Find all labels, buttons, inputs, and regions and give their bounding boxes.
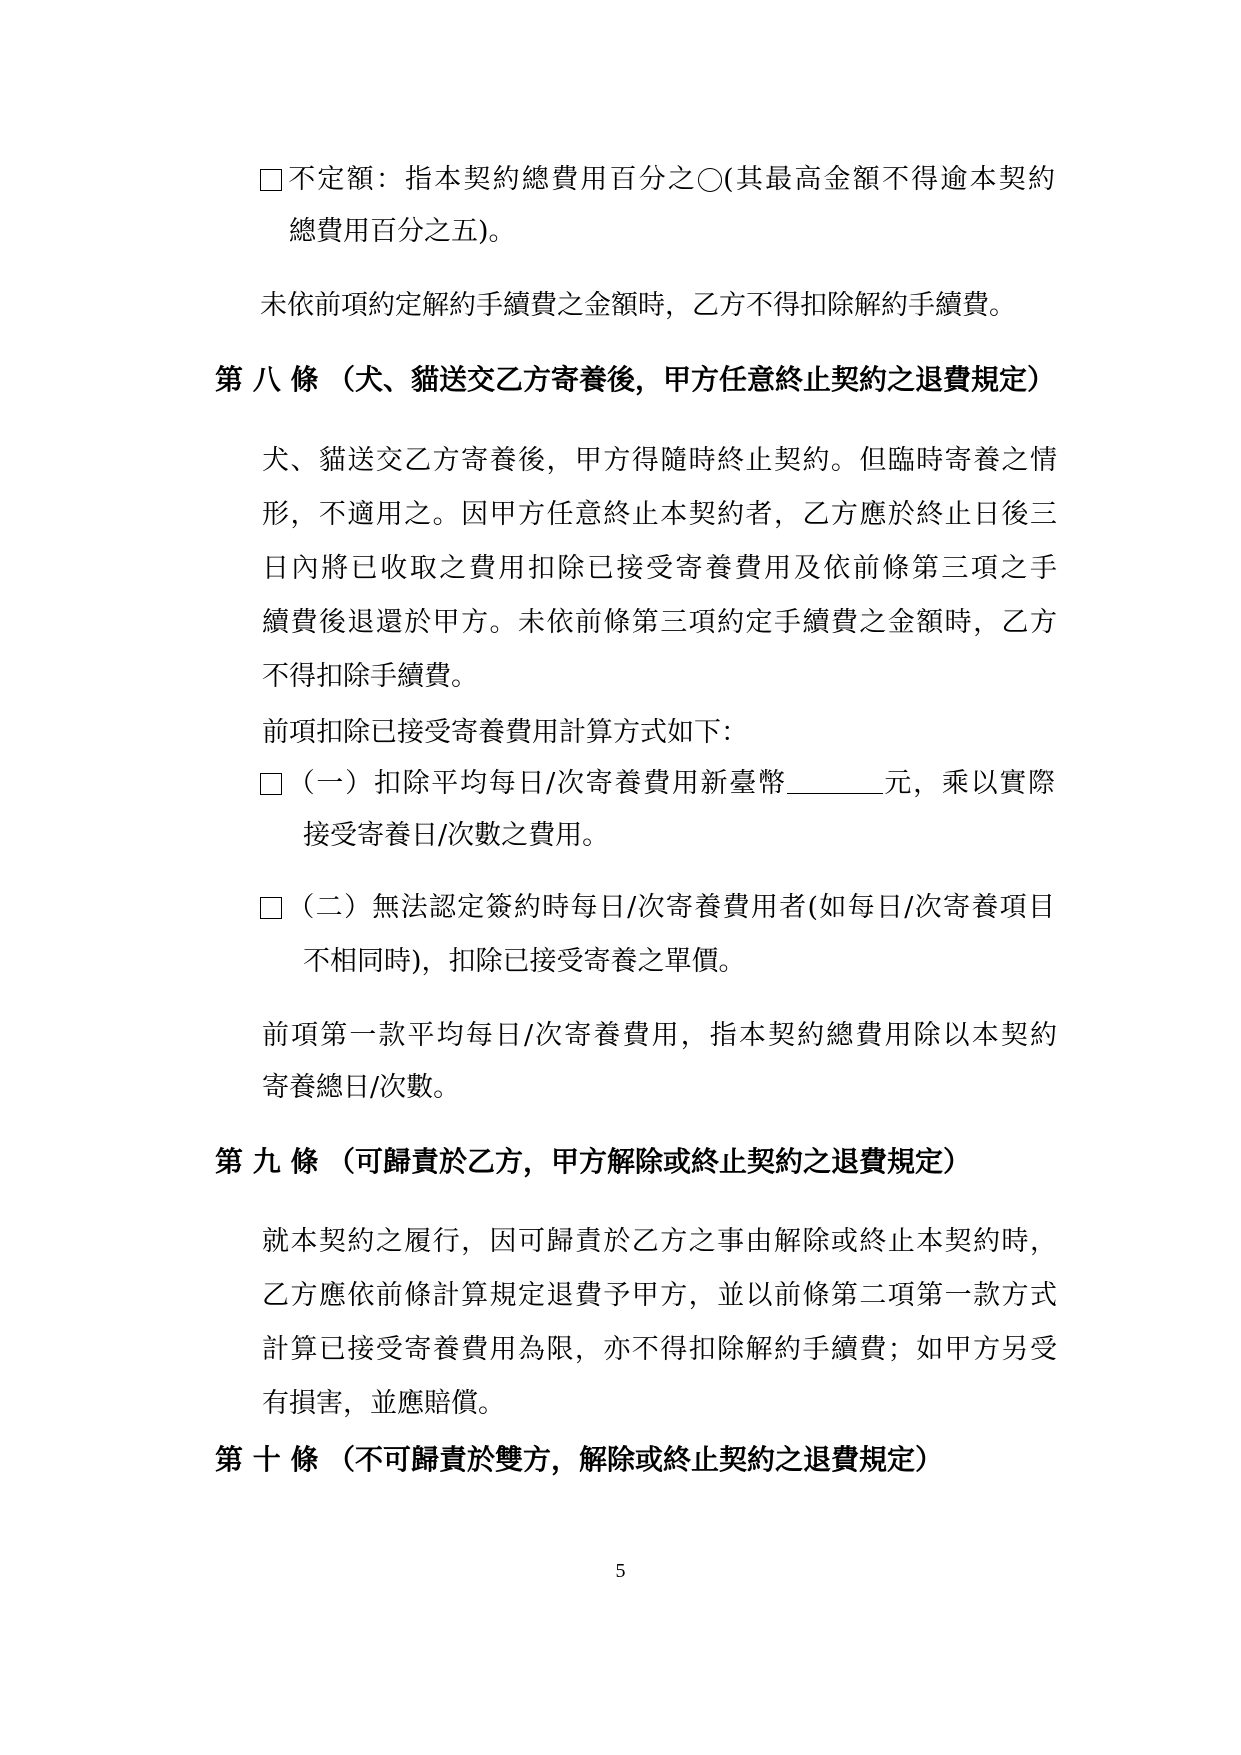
article-9-heading [215,1142,971,1182]
article-8-para3-line1: 前項第一款平均每日/次寄養費用，指本契約總費用除以本契約 [262,1020,1057,1051]
amount-blank[interactable] [787,769,883,794]
article-8-para1-line2: 形，不適用之。因甲方任意終止本契約者，乙方應於終止日後三 [262,499,1057,530]
article-8-para1-line1: 犬、貓送交乙方寄養後，甲方得隨時終止契約。但臨時寄養之情 [262,445,1057,476]
article-9-label: 第 九 條 [215,1145,319,1178]
article-10-label: 第 十 條 [215,1443,319,1476]
article-8-option-1: （一）扣除平均每日/次寄養費用新臺幣 元，乘以實際 [260,764,1055,804]
checkbox-variable-fee[interactable] [260,169,282,191]
article-8-title: （犬、貓送交乙方寄養後，甲方任意終止契約之退費規定） [327,363,1056,396]
article-9-para1-line1: 就本契約之履行，因可歸責於乙方之事由解除或終止本契約時， [262,1226,1057,1257]
article-8-heading [215,360,1055,400]
article-9-para1-line3: 計算已接受寄養費用為限，亦不得扣除解約手續費；如甲方另受 [262,1334,1057,1365]
circle-blank-mark [698,168,722,192]
article-8-para1-line4: 續費後退還於甲方。未依前條第三項約定手續費之金額時，乙方 [262,607,1057,638]
clause-no-fee-note: 未依前項約定解約手續費之金額時，乙方不得扣除解約手續費。 [260,290,1016,321]
article-8-option-2-cont: 不相同時)，扣除已接受寄養之單價。 [303,946,746,977]
article-8-para3-line2: 寄養總日/次數。 [262,1072,461,1103]
page-number: 5 [615,1560,626,1582]
fee-option-variable-cont: 總費用百分之五)。 [289,216,516,247]
checkbox-option-1[interactable] [260,773,282,795]
article-8-para2: 前項扣除已接受寄養費用計算方式如下： [262,717,748,748]
article-8-para1-line5: 不得扣除手續費。 [262,661,478,692]
checkbox-option-2[interactable] [260,897,282,919]
article-8-option-2: （二）無法認定簽約時每日/次寄養費用者(如每日/次寄養項目 [260,888,1055,928]
article-10-heading [215,1440,943,1480]
article-8-label: 第 八 條 [215,363,319,396]
fee-option-variable: 不定額：指本契約總費用百分之 (其最高金額不得逾本契約 [260,160,1055,200]
article-10-title: （不可歸責於雙方，解除或終止契約之退費規定） [327,1443,944,1476]
article-9-title: （可歸責於乙方，甲方解除或終止契約之退費規定） [327,1145,972,1178]
article-9-para1-line4: 有損害，並應賠償。 [262,1388,505,1419]
article-8-para1-line3: 日內將已收取之費用扣除已接受寄養費用及依前條第三項之手 [262,553,1057,584]
article-9-para1-line2: 乙方應依前條計算規定退費予甲方，並以前條第二項第一款方式 [262,1280,1057,1311]
article-8-option-1-cont: 接受寄養日/次數之費用。 [303,820,610,851]
